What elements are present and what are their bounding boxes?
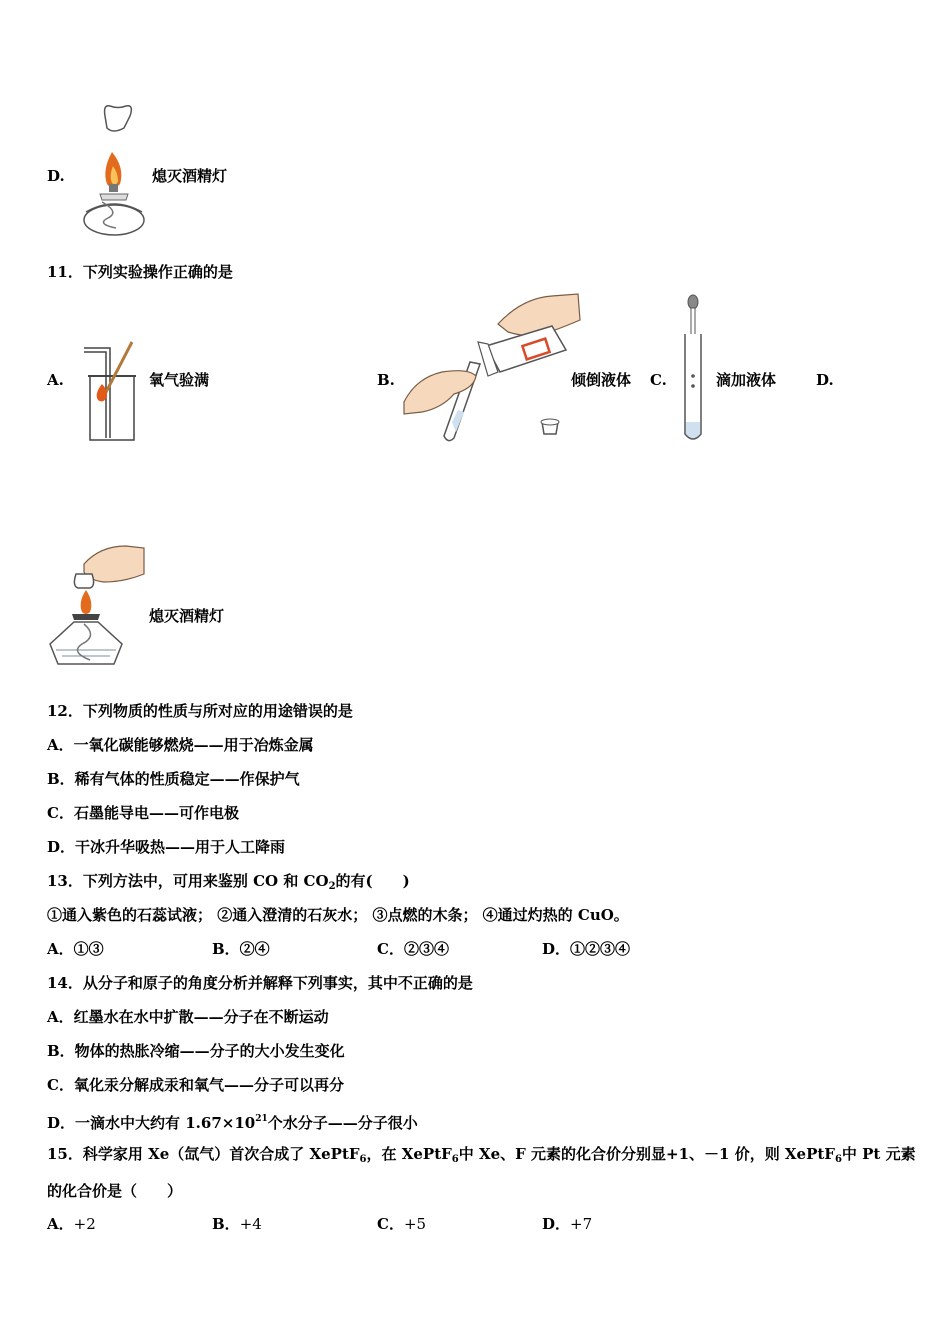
q10-option-d-letter: D.: [47, 167, 65, 185]
q15-sub1: 6: [359, 1154, 367, 1165]
q15-option-a-letter: A．: [47, 1215, 74, 1233]
q15-option-d-letter: D．: [542, 1215, 571, 1233]
q11-option-b-letter: B.: [377, 371, 395, 389]
oxygen-test-figure: [80, 338, 140, 446]
q12-option-a: A．一氧化碳能够燃烧——用于冶炼金属: [47, 736, 314, 754]
q14-option-d-pre: D．一滴水中大约有 1.67×10: [47, 1114, 256, 1132]
q11-option-a-text: 氧气验满: [149, 371, 210, 389]
q15-line1-c: 中 Xe、F 元素的化合价分别显+1、－1 价，则 XePtF: [458, 1145, 835, 1163]
q11-option-b-text: 倾倒液体: [571, 371, 632, 389]
q13-stem: [47, 871, 410, 897]
q15-option-a: [47, 1214, 96, 1234]
q15-option-b: [212, 1214, 262, 1234]
q15-option-c-value: +5: [403, 1215, 427, 1233]
q15-option-d-value: +7: [570, 1215, 593, 1233]
q15-line1-d: 中 Pt 元素: [841, 1145, 916, 1163]
q11-option-d-letter: D.: [816, 371, 834, 389]
extinguish-lamp-figure: [44, 544, 146, 666]
q15-stem-line1: [47, 1144, 916, 1170]
q13-stem-pre: 13．下列方法中，可用来鉴别 CO 和 CO: [47, 872, 329, 890]
q15-line1-b: ，在 XePtF: [366, 1145, 452, 1163]
alcohol-lamp-cap-lift-figure: [78, 100, 146, 238]
q11-option-c-letter: C.: [650, 371, 667, 389]
q15-option-b-letter: B．: [212, 1215, 240, 1233]
q13-option-d: D．①②③④: [542, 940, 631, 958]
q15-option-d: [542, 1214, 592, 1234]
pour-liquid-figure: [402, 292, 582, 444]
q15-option-b-value: +4: [239, 1215, 262, 1233]
q14-option-c: C．氧化汞分解成汞和氧气——分子可以再分: [47, 1076, 344, 1094]
q14-option-d-post: 个水分子——分子很小: [267, 1114, 418, 1132]
q11-option-a-letter: A.: [47, 371, 64, 389]
q15-option-c-letter: C．: [377, 1215, 404, 1233]
q15-option-c: [377, 1214, 426, 1234]
q14-option-d: [47, 1109, 418, 1133]
q14-option-d-sup: 21: [255, 1114, 268, 1124]
q11-option-c-text: 滴加液体: [716, 371, 777, 389]
q14-stem: 14．从分子和原子的角度分析并解释下列事实，其中不正确的是: [47, 974, 473, 992]
q10-option-d-text: 熄灭酒精灯: [152, 167, 228, 185]
q15-stem-line2: 的化合价是（ ）: [47, 1182, 183, 1200]
q13-stem-sub: 2: [328, 881, 336, 892]
q15-line1-a: 15．科学家用 Xe（氙气）首次合成了 XePtF: [47, 1145, 360, 1163]
q13-methods: ①通入紫色的石蕊试液； ②通入澄清的石灰水； ③点燃的木条； ④通过灼热的 CuO。: [47, 906, 629, 924]
q13-option-b: B．②④: [212, 940, 270, 958]
q14-option-a: A．红墨水在水中扩散——分子在不断运动: [47, 1008, 329, 1026]
q13-option-c: C．②③④: [377, 940, 449, 958]
q12-option-d: D．干冰升华吸热——用于人工降雨: [47, 838, 286, 856]
q15-sub2: 6: [451, 1154, 459, 1165]
q11-option-d-text: 熄灭酒精灯: [149, 607, 225, 625]
q12-stem: 12．下列物质的性质与所对应的用途错误的是: [47, 702, 353, 720]
q11-stem: 11．下列实验操作正确的是: [47, 263, 233, 281]
q12-option-b: B．稀有气体的性质稳定——作保护气: [47, 770, 300, 788]
q13-stem-post: 的有( ): [335, 872, 410, 890]
q13-option-a: A．①③: [47, 940, 104, 958]
q12-option-c: C．石墨能导电——可作电极: [47, 804, 239, 822]
q15-sub3: 6: [834, 1154, 842, 1165]
q14-option-b: B．物体的热胀冷缩——分子的大小发生变化: [47, 1042, 345, 1060]
dropper-figure: [680, 294, 706, 444]
q15-option-a-value: +2: [73, 1215, 96, 1233]
